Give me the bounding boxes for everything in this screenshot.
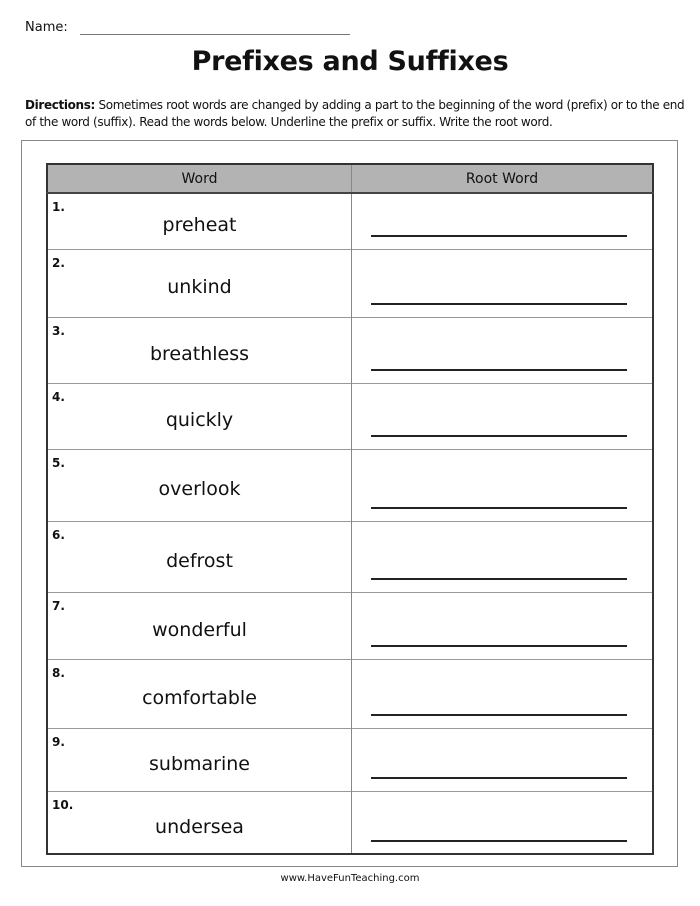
word-text: defrost: [166, 549, 233, 572]
word-text: submarine: [149, 752, 250, 775]
column-header-word: Word: [47, 164, 352, 193]
word-cell: [47, 521, 352, 592]
table-row: [47, 728, 653, 791]
item-number: 5.: [52, 455, 65, 470]
root-word-answer-line[interactable]: [371, 777, 627, 779]
directions-label: Directions:: [25, 98, 95, 112]
root-word-cell: [352, 791, 654, 854]
root-word-answer-line[interactable]: [371, 507, 627, 509]
footer-url: www.HaveFunTeaching.com: [280, 873, 420, 884]
word-table: [46, 163, 654, 855]
table-row: [47, 791, 653, 854]
item-number: 7.: [52, 598, 65, 613]
word-cell: [47, 728, 352, 791]
root-word-cell: [352, 449, 654, 521]
word-text: wonderful: [152, 618, 247, 641]
word-text: unkind: [167, 275, 232, 298]
word-cell: [47, 317, 352, 383]
column-header-root-word: Root Word: [352, 164, 654, 193]
word-cell: [47, 193, 352, 249]
table-row: [47, 592, 653, 659]
root-word-answer-line[interactable]: [371, 578, 627, 580]
word-cell: [47, 791, 352, 854]
root-word-answer-line[interactable]: [371, 303, 627, 305]
root-word-answer-line[interactable]: [371, 235, 627, 237]
root-word-cell: [352, 521, 654, 592]
item-number: 3.: [52, 323, 65, 338]
root-word-cell: [352, 317, 654, 383]
word-cell: [47, 383, 352, 449]
name-field[interactable]: [80, 34, 350, 35]
table-row: [47, 249, 653, 317]
root-word-cell: [352, 383, 654, 449]
item-number: 4.: [52, 389, 65, 404]
table-row: [47, 383, 653, 449]
word-cell: [47, 592, 352, 659]
word-cell: [47, 449, 352, 521]
root-word-cell: [352, 249, 654, 317]
item-number: 1.: [52, 200, 65, 214]
directions: [25, 97, 685, 131]
word-text: undersea: [155, 815, 244, 838]
word-cell: [47, 659, 352, 728]
root-word-answer-line[interactable]: [371, 840, 627, 842]
table-row: [47, 449, 653, 521]
root-word-answer-line[interactable]: [371, 369, 627, 371]
item-number: 8.: [52, 665, 65, 680]
table-row: [47, 659, 653, 728]
item-number: 10.: [52, 797, 74, 812]
root-word-answer-line[interactable]: [371, 645, 627, 647]
name-label: Name:: [25, 20, 68, 35]
directions-text: Sometimes root words are changed by adding a part to the beginning of the word (prefix) or to the end of the word (suffix). Read the words below. Underline the prefix or suffix. Write the root word.: [25, 98, 685, 129]
root-word-answer-line[interactable]: [371, 435, 627, 437]
item-number: 6.: [52, 527, 65, 542]
root-word-cell: [352, 728, 654, 791]
item-number: 2.: [52, 255, 65, 270]
word-text: quickly: [165, 408, 234, 431]
root-word-cell: [352, 193, 654, 249]
item-number: 9.: [52, 734, 65, 749]
root-word-cell: [352, 592, 654, 659]
word-text: preheat: [162, 214, 237, 236]
word-text: breathless: [149, 342, 250, 365]
table-row: [47, 193, 653, 249]
word-text: overlook: [158, 477, 241, 500]
root-word-cell: [352, 659, 654, 728]
table-row: [47, 317, 653, 383]
root-word-answer-line[interactable]: [371, 714, 627, 716]
word-text: comfortable: [142, 686, 257, 709]
word-cell: [47, 249, 352, 317]
table-row: [47, 521, 653, 592]
page-title: Prefixes and Suffixes: [191, 46, 509, 77]
